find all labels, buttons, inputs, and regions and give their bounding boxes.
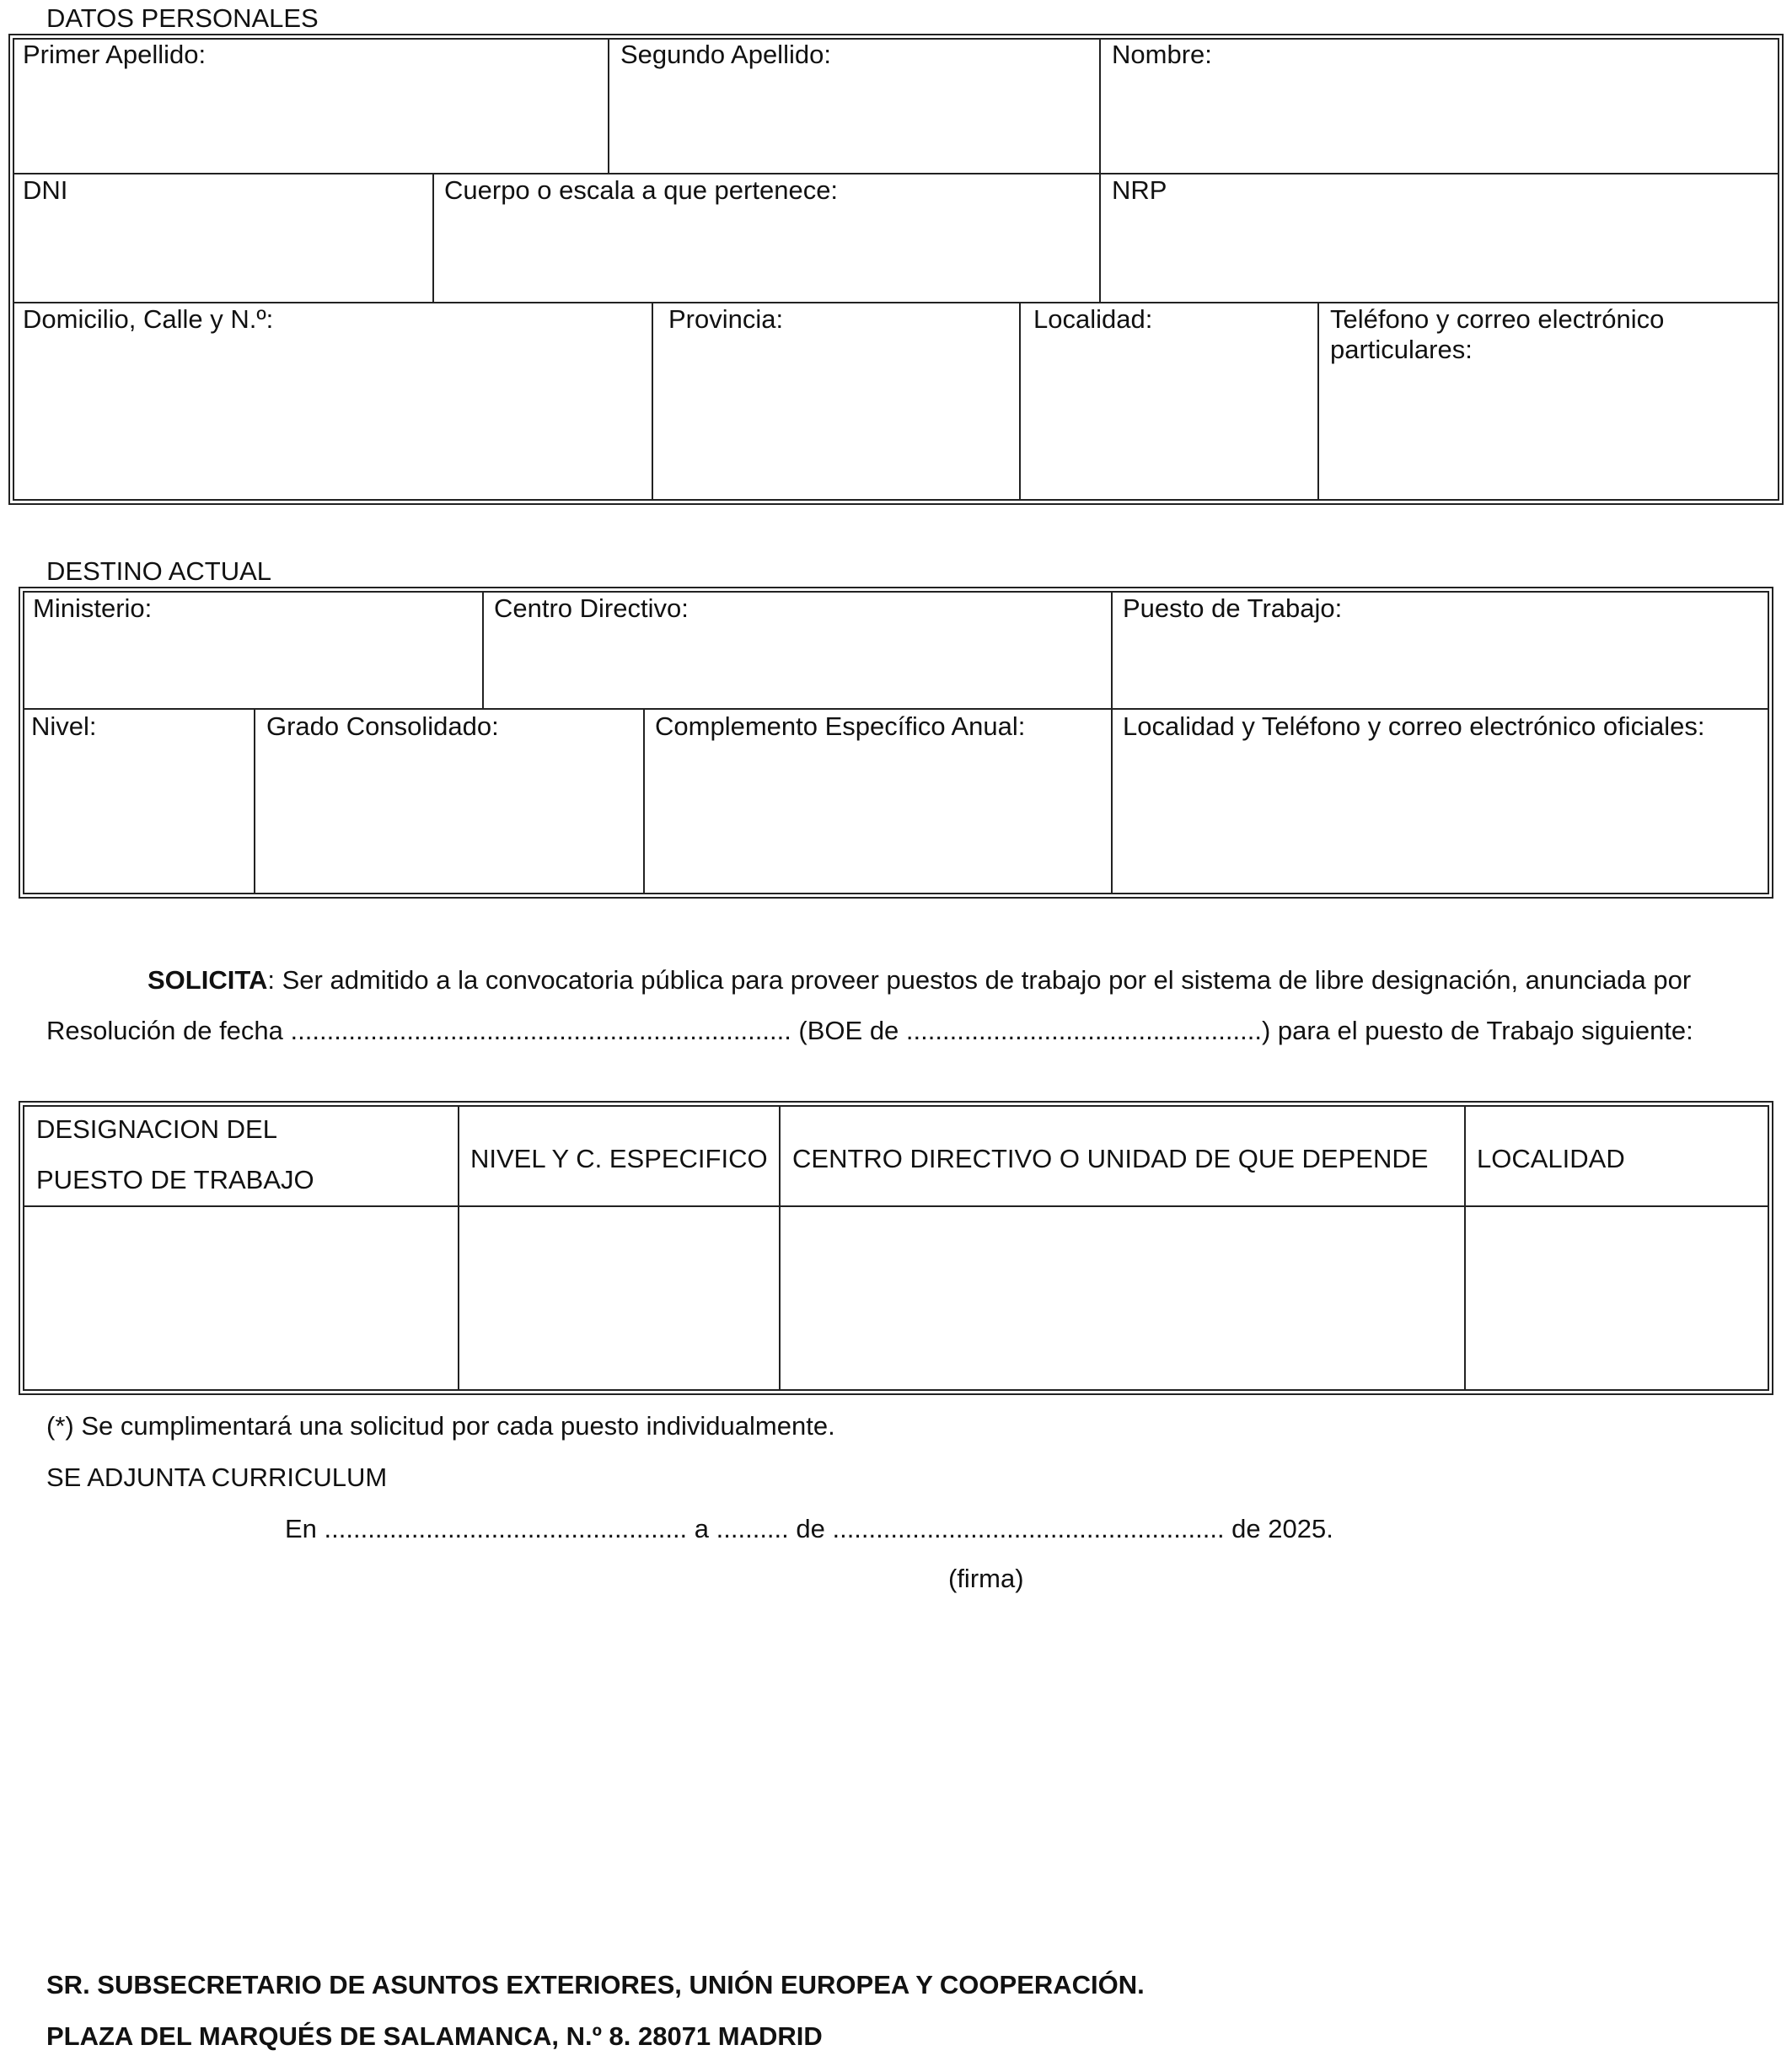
grado-consolidado-field[interactable]: Grado Consolidado: <box>266 711 499 741</box>
primer-apellido-field[interactable]: Primer Apellido: <box>23 40 207 69</box>
localidad-field[interactable]: Localidad: <box>1033 304 1153 334</box>
nivel-c-especifico-input[interactable] <box>459 1207 779 1389</box>
localidad-header: LOCALIDAD <box>1477 1144 1625 1173</box>
da-col-divider <box>643 708 645 894</box>
destino-actual-title: DESTINO ACTUAL <box>46 556 271 586</box>
destino-actual-inner-frame <box>23 591 1769 894</box>
centro-directivo-unidad-header: CENTRO DIRECTIVO O UNIDAD DE QUE DEPENDE <box>792 1144 1429 1173</box>
designacion-puesto-input[interactable] <box>24 1207 458 1389</box>
dni-field[interactable]: DNI <box>23 175 68 205</box>
dp-col-divider <box>1317 302 1319 501</box>
da-col-divider <box>1111 591 1113 894</box>
centro-directivo-field[interactable]: Centro Directivo: <box>494 593 689 623</box>
telefono-correo-field[interactable]: Teléfono y correo electrónico <box>1330 304 1665 334</box>
nivel-field[interactable]: Nivel: <box>31 711 97 741</box>
localidad-telefono-oficiales-field[interactable]: Localidad y Teléfono y correo electrónico oficiales: <box>1123 711 1705 741</box>
solicita-paragraph-line1 <box>148 965 1691 996</box>
datos-personales-inner-frame <box>13 38 1779 501</box>
complemento-especifico-field[interactable]: Complemento Específico Anual: <box>655 711 1026 741</box>
datos-personales-title: DATOS PERSONALES <box>46 3 319 33</box>
dp-col-divider <box>432 173 434 303</box>
dp-col-divider <box>1099 38 1101 303</box>
address-line: PLAZA DEL MARQUÉS DE SALAMANCA, N.º 8. 28071 MADRID <box>46 2021 823 2051</box>
puesto-trabajo-field[interactable]: Puesto de Trabajo: <box>1123 593 1343 623</box>
dp-col-divider <box>608 38 609 174</box>
addressee-line: SR. SUBSECRETARIO DE ASUNTOS EXTERIORES, UNIÓN EUROPEA Y COOPERACIÓN. <box>46 1970 1145 1999</box>
cuerpo-escala-field[interactable]: Cuerpo o escala a que pertenece: <box>444 175 839 205</box>
da-col-divider <box>482 591 484 710</box>
solicita-paragraph-line2: Resolución de fecha ..................................................................... (BOE de .................................................) para el puesto de Trabajo siguiente: <box>46 1016 1693 1045</box>
solicitud-note: (*) Se cumplimentará una solicitud por cada puesto individualmente. <box>46 1411 835 1441</box>
da-row-divider <box>23 708 1769 710</box>
da-col-divider <box>254 708 255 894</box>
localidad-input[interactable] <box>1466 1207 1768 1389</box>
centro-directivo-unidad-input[interactable] <box>781 1207 1464 1389</box>
designacion-puesto-header-line2: PUESTO DE TRABAJO <box>36 1165 314 1194</box>
domicilio-field[interactable]: Domicilio, Calle y N.º: <box>23 304 274 334</box>
dp-row-divider-1 <box>13 173 1779 174</box>
adjunta-curriculum-note: SE ADJUNTA CURRICULUM <box>46 1463 388 1492</box>
dp-col-divider <box>652 302 653 501</box>
solicita-keyword: SOLICITA <box>148 965 268 995</box>
place-date-line[interactable]: En .................................................. a .......... de ...................................................... de 2025. <box>285 1514 1333 1543</box>
nivel-c-especifico-header: NIVEL Y C. ESPECIFICO <box>470 1144 768 1173</box>
designacion-puesto-header: DESIGNACION DEL <box>36 1114 277 1144</box>
ministerio-field[interactable]: Ministerio: <box>33 593 153 623</box>
telefono-correo-field-line2: particulares: <box>1330 335 1473 364</box>
nombre-field[interactable]: Nombre: <box>1112 40 1212 69</box>
nrp-field[interactable]: NRP <box>1112 175 1167 205</box>
solicita-text: : Ser admitido a la convocatoria pública para proveer puestos de trabajo por el sistema de libre designación, anunciada por <box>267 965 1692 995</box>
provincia-field[interactable]: Provincia: <box>668 304 784 334</box>
dp-row-divider-2 <box>13 302 1779 303</box>
firma-label: (firma) <box>948 1564 1024 1593</box>
segundo-apellido-field[interactable]: Segundo Apellido: <box>620 40 831 69</box>
dp-col-divider <box>1019 302 1021 501</box>
